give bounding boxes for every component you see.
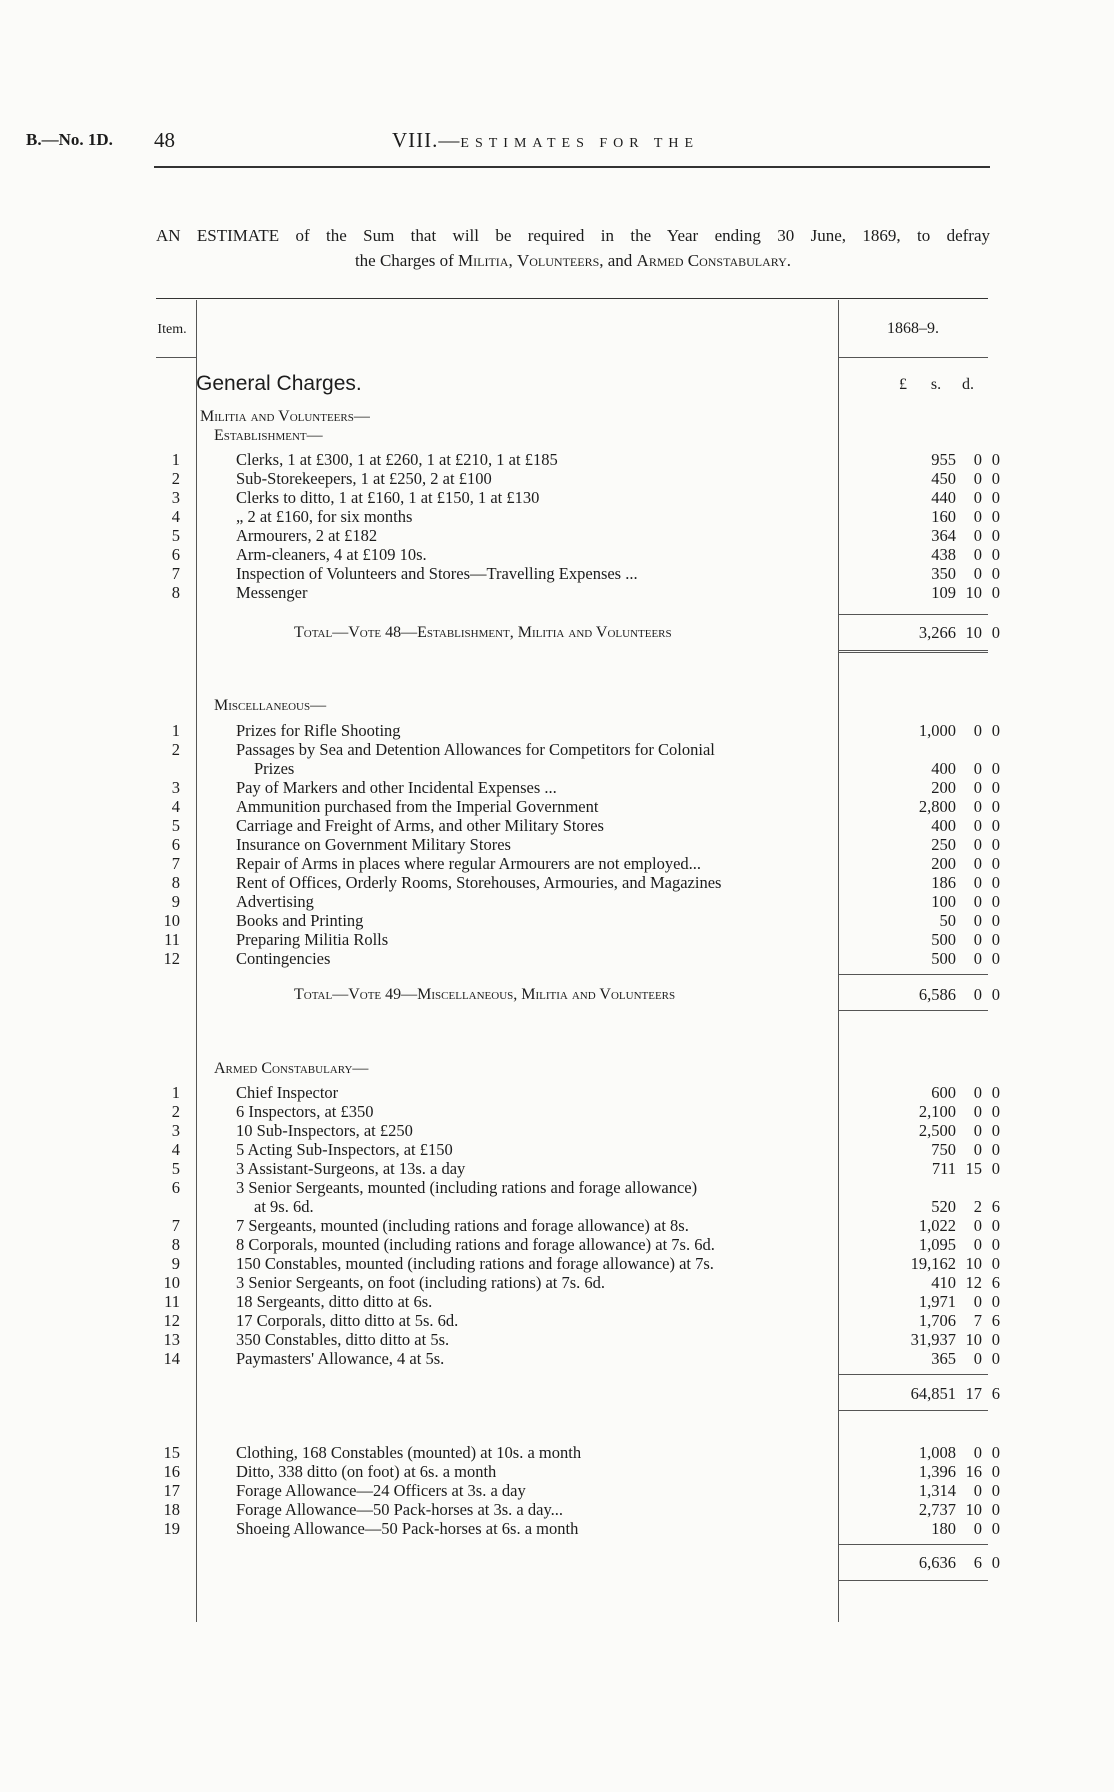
amount-shillings: 16 (965, 1462, 982, 1481)
amount-pounds: 750 (931, 1140, 956, 1159)
table-row (150, 1330, 1000, 1349)
amount-shillings: 0 (973, 1121, 982, 1140)
item-number: 4 (171, 507, 180, 526)
section-title: General Charges. (196, 372, 362, 395)
armed-heading: Armed Constabulary— (214, 1060, 369, 1077)
armed-subtotal-rule (838, 1374, 988, 1375)
table-row (150, 507, 1000, 526)
table-row (150, 835, 1000, 854)
item-number: 5 (171, 526, 180, 545)
misc-total-rule (838, 974, 988, 975)
item-description: 3 Senior Sergeants, on foot (including rations) at 7s. 6d. (236, 1273, 606, 1292)
amount-pounds: 1,000 (918, 721, 956, 740)
item-number: 1 (171, 1083, 180, 1102)
amount-pence: 0 (991, 1500, 1000, 1519)
amount-shillings: 0 (973, 949, 982, 968)
amount-shillings: 0 (973, 778, 982, 797)
item-description: Books and Printing (236, 911, 364, 930)
item-number: 12 (163, 1311, 180, 1330)
item-description: Chief Inspector (236, 1083, 339, 1102)
amount-shillings: 12 (965, 1273, 982, 1292)
year-header-rule (838, 357, 988, 358)
amount-pence: 0 (991, 583, 1000, 602)
amount-shillings: 0 (973, 721, 982, 740)
total-pounds: 6,586 (918, 985, 956, 1004)
item-number: 10 (163, 1273, 180, 1292)
amount-pence: 0 (991, 892, 1000, 911)
item-description: at 9s. 6d. (254, 1197, 314, 1216)
amount-pounds: 365 (931, 1349, 956, 1368)
amount-pounds: 50 (939, 911, 956, 930)
item-description: Clothing, 168 Constables (mounted) at 10s. a month (236, 1443, 582, 1462)
amount-shillings: 0 (973, 507, 982, 526)
militia-heading: Militia and Volunteers— (200, 408, 370, 425)
amount-pounds: 2,800 (918, 797, 956, 816)
clothing-subtotal-rule (838, 1544, 988, 1545)
item-description: Contingencies (236, 949, 331, 968)
item-number: 7 (171, 1216, 180, 1235)
item-number: 5 (171, 1159, 180, 1178)
amount-pounds: 109 (931, 583, 956, 602)
table-row (150, 564, 1000, 583)
amount-pence: 0 (991, 797, 1000, 816)
amount-shillings: 0 (973, 1102, 982, 1121)
amount-shillings: 0 (973, 835, 982, 854)
item-description: 3 Senior Sergeants, mounted (including rations and forage allowance) (236, 1178, 698, 1197)
item-number: 3 (171, 488, 180, 507)
pounds-header: £ (899, 376, 907, 393)
table-row (150, 450, 1000, 469)
shillings-header: s. (930, 376, 942, 393)
item-number: 2 (171, 1102, 180, 1121)
item-description: Prizes (254, 759, 295, 778)
item-number: 7 (171, 564, 180, 583)
amount-pence: 6 (991, 1197, 1000, 1216)
item-number: 8 (171, 873, 180, 892)
amount-pence: 0 (991, 854, 1000, 873)
item-description: Paymasters' Allowance, 4 at 5s. (236, 1349, 445, 1368)
amount-shillings: 7 (973, 1311, 982, 1330)
item-description: Preparing Militia Rolls (236, 930, 389, 949)
item-description: Insurance on Government Military Stores (236, 835, 511, 854)
amount-shillings: 0 (973, 488, 982, 507)
amount-shillings: 0 (973, 1443, 982, 1462)
amount-shillings: 2 (973, 1197, 982, 1216)
item-description: Sub-Storekeepers, 1 at £250, 2 at £100 (236, 469, 492, 488)
table-row (150, 583, 1000, 602)
amount-pence: 0 (991, 759, 1000, 778)
misc-total-bottom-rule (838, 1010, 988, 1011)
amount-pence: 0 (991, 1083, 1000, 1102)
item-number: 3 (171, 778, 180, 797)
amount-shillings: 0 (973, 816, 982, 835)
item-description: Rent of Offices, Orderly Rooms, Storehouses, Armouries, and Magazines (236, 873, 722, 892)
item-number: 5 (171, 816, 180, 835)
item-description: 150 Constables, mounted (including rations and forage allowance) at 7s. (236, 1254, 714, 1273)
item-description: Inspection of Volunteers and Stores—Travelling Expenses ... (236, 564, 638, 583)
armed-subtotal-bottom-rule (838, 1410, 988, 1411)
amount-pounds: 520 (931, 1197, 956, 1216)
total-rule (838, 614, 988, 615)
item-description: Ammunition purchased from the Imperial Government (236, 797, 599, 816)
amount-shillings: 10 (965, 1254, 982, 1273)
amount-pounds: 350 (931, 564, 956, 583)
amount-pence: 0 (991, 930, 1000, 949)
amount-pence: 0 (991, 816, 1000, 835)
amount-pounds: 1,008 (918, 1443, 956, 1462)
table-row (150, 797, 1000, 816)
amount-pence: 0 (991, 1140, 1000, 1159)
amount-pence: 0 (991, 450, 1000, 469)
item-description: 8 Corporals, mounted (including rations and forage allowance) at 7s. 6d. (236, 1235, 715, 1254)
amount-shillings: 0 (973, 759, 982, 778)
item-description: Shoeing Allowance—50 Pack-horses at 6s. a month (236, 1519, 579, 1538)
amount-pounds: 180 (931, 1519, 956, 1538)
amount-pence: 0 (991, 488, 1000, 507)
item-description: Clerks to ditto, 1 at £160, 1 at £150, 1 at £130 (236, 488, 540, 507)
amount-pence: 0 (991, 949, 1000, 968)
amount-shillings: 0 (973, 469, 982, 488)
amount-pence: 0 (991, 1443, 1000, 1462)
table-row (150, 469, 1000, 488)
item-description: 5 Acting Sub-Inspectors, at £150 (236, 1140, 453, 1159)
item-description: 17 Corporals, ditto ditto at 5s. 6d. (236, 1311, 459, 1330)
item-description: Messenger (236, 583, 308, 602)
amount-pence: 0 (991, 526, 1000, 545)
table-row (150, 911, 1000, 930)
amount-pence: 0 (991, 873, 1000, 892)
table-row (150, 1121, 1000, 1140)
item-number: 12 (163, 949, 180, 968)
amount-pounds: 2,500 (918, 1121, 956, 1140)
table-row (150, 1159, 1000, 1178)
amount-pounds: 500 (931, 949, 956, 968)
amount-shillings: 0 (973, 873, 982, 892)
amount-pence: 0 (991, 1349, 1000, 1368)
item-description: 6 Inspectors, at £350 (236, 1102, 374, 1121)
table-row (150, 778, 1000, 797)
item-number: 15 (163, 1443, 180, 1462)
item-description: Repair of Arms in places where regular Armourers are not employed... (236, 854, 702, 873)
amount-pence: 0 (991, 1462, 1000, 1481)
intro-and: and (607, 251, 633, 270)
item-number: 17 (163, 1481, 180, 1500)
amount-pounds: 500 (931, 930, 956, 949)
total-row (150, 985, 1000, 1004)
amount-shillings: 0 (973, 1140, 982, 1159)
amount-pounds: 1,314 (918, 1481, 956, 1500)
intro-volunteers: Volunteers, (516, 251, 604, 270)
table-row (150, 1500, 1000, 1519)
table-row (150, 759, 1000, 778)
item-description: 350 Constables, ditto ditto at 5s. (236, 1330, 450, 1349)
amount-pounds: 440 (931, 488, 956, 507)
amount-pence: 0 (991, 1121, 1000, 1140)
amount-pounds: 1,706 (918, 1311, 956, 1330)
amount-pounds: 200 (931, 854, 956, 873)
intro-line-2 (156, 251, 990, 271)
table-row (150, 1481, 1000, 1500)
item-description: Passages by Sea and Detention Allowances for Competitors for Colonial (236, 740, 715, 759)
table-row (150, 949, 1000, 968)
amount-pence: 0 (991, 1519, 1000, 1538)
subtotal-pence: 6 (991, 1384, 1000, 1403)
table-row (150, 1216, 1000, 1235)
item-number: 9 (171, 892, 180, 911)
item-number: 3 (171, 1121, 180, 1140)
amount-shillings: 0 (973, 1349, 982, 1368)
item-description: Forage Allowance—24 Officers at 3s. a day (236, 1481, 526, 1500)
amount-shillings: 0 (973, 892, 982, 911)
total-shillings: 0 (973, 985, 982, 1004)
intro-line-1: AN ESTIMATE of the Sum that will be required in the Year ending 30 June, 1869, to defray (156, 226, 990, 245)
amount-pence: 0 (991, 545, 1000, 564)
table-row (150, 854, 1000, 873)
amount-pence: 0 (991, 721, 1000, 740)
amount-pounds: 31,937 (910, 1330, 956, 1349)
amount-pounds: 186 (931, 873, 956, 892)
amount-pence: 0 (991, 507, 1000, 526)
amount-pence: 0 (991, 1481, 1000, 1500)
table-row (150, 721, 1000, 740)
pence-header: d. (962, 376, 974, 393)
item-number: 11 (164, 930, 180, 949)
item-description: 3 Assistant-Surgeons, at 13s. a day (236, 1159, 466, 1178)
amount-pence: 0 (991, 1235, 1000, 1254)
amount-pence: 0 (991, 1102, 1000, 1121)
table-row (150, 1443, 1000, 1462)
currency-header (888, 376, 982, 394)
subtotal-row (150, 1384, 1000, 1403)
total-double-rule (838, 650, 988, 653)
amount-pounds: 1,396 (918, 1462, 956, 1481)
amount-pounds: 19,162 (910, 1254, 956, 1273)
amount-shillings: 0 (973, 930, 982, 949)
subtotal-pence: 0 (991, 1553, 1000, 1572)
amount-pence: 0 (991, 1330, 1000, 1349)
amount-shillings: 0 (973, 797, 982, 816)
table-row (150, 526, 1000, 545)
subtotal-pounds: 6,636 (918, 1553, 956, 1572)
item-number: 2 (171, 740, 180, 759)
amount-shillings: 10 (965, 583, 982, 602)
amount-pounds: 711 (931, 1159, 956, 1178)
item-number: 13 (163, 1330, 180, 1349)
amount-pounds: 410 (931, 1273, 956, 1292)
item-number: 9 (171, 1254, 180, 1273)
amount-pounds: 2,737 (918, 1500, 956, 1519)
item-number: 6 (171, 835, 180, 854)
table-row (150, 873, 1000, 892)
amount-shillings: 0 (973, 1235, 982, 1254)
title-lead: VIII.— (392, 128, 461, 152)
amount-shillings: 0 (973, 564, 982, 583)
item-number: 2 (171, 469, 180, 488)
amount-pence: 0 (991, 1254, 1000, 1273)
item-description: Prizes for Rifle Shooting (236, 721, 401, 740)
establishment-heading: Establishment— (214, 427, 323, 444)
table-row (150, 1349, 1000, 1368)
intro-militia: Militia, (458, 251, 513, 270)
amount-shillings: 0 (973, 911, 982, 930)
item-number: 6 (171, 545, 180, 564)
table-row (150, 1102, 1000, 1121)
amount-pounds: 400 (931, 816, 956, 835)
amount-shillings: 0 (973, 1216, 982, 1235)
table-row (150, 1462, 1000, 1481)
amount-shillings: 0 (973, 1481, 982, 1500)
item-description: Arm-cleaners, 4 at £109 10s. (236, 545, 427, 564)
document-reference: B.—No. 1D. (26, 130, 113, 149)
item-description: 10 Sub-Inspectors, at £250 (236, 1121, 413, 1140)
item-number: 11 (164, 1292, 180, 1311)
intro-armed: Armed Constabulary. (636, 251, 792, 270)
total-shillings: 10 (965, 623, 982, 642)
table-row (150, 545, 1000, 564)
item-number: 14 (163, 1349, 180, 1368)
amount-pence: 0 (991, 1159, 1000, 1178)
amount-pounds: 364 (931, 526, 956, 545)
amount-pounds: 1,095 (918, 1235, 956, 1254)
amount-pence: 0 (991, 778, 1000, 797)
page-number: 48 (154, 128, 175, 152)
table-row (150, 930, 1000, 949)
amount-shillings: 0 (973, 1519, 982, 1538)
amount-pounds: 600 (931, 1083, 956, 1102)
amount-shillings: 15 (965, 1159, 982, 1178)
table-row (150, 488, 1000, 507)
table-top-rule (156, 298, 988, 299)
clothing-subtotal-bottom-rule (838, 1580, 988, 1581)
amount-pence: 6 (991, 1311, 1000, 1330)
amount-pence: 0 (991, 469, 1000, 488)
item-number: 16 (163, 1462, 180, 1481)
amount-pence: 0 (991, 564, 1000, 583)
year-column-header: 1868–9. (887, 320, 939, 337)
amount-pence: 6 (991, 1273, 1000, 1292)
amount-shillings: 0 (973, 1083, 982, 1102)
subtotal-shillings: 17 (965, 1384, 982, 1403)
total-row (150, 623, 1000, 642)
total-label: Total—Vote 49—Miscellaneous, Militia and Volunteers (294, 986, 676, 1003)
intro-prefix: the Charges of (354, 251, 454, 270)
table-row (150, 1292, 1000, 1311)
table-row (150, 1197, 1000, 1216)
amount-shillings: 0 (973, 450, 982, 469)
item-description: „ 2 at £160, for six months (236, 507, 413, 526)
item-number: 10 (163, 911, 180, 930)
item-description: Armourers, 2 at £182 (236, 526, 378, 545)
item-number: 6 (171, 1178, 180, 1197)
amount-pounds: 200 (931, 778, 956, 797)
amount-pounds: 438 (931, 545, 956, 564)
amount-pence: 0 (991, 835, 1000, 854)
subtotal-row (150, 1553, 1000, 1572)
amount-pence: 0 (991, 911, 1000, 930)
item-column-header: Item. (157, 322, 187, 337)
amount-shillings: 10 (965, 1500, 982, 1519)
item-number: 4 (171, 1140, 180, 1159)
item-number: 1 (171, 450, 180, 469)
item-description: Ditto, 338 ditto (on foot) at 6s. a month (236, 1462, 497, 1481)
header-rule (154, 166, 990, 168)
amount-shillings: 0 (973, 545, 982, 564)
amount-pounds: 955 (931, 450, 956, 469)
table-row (150, 740, 990, 759)
total-pence: 0 (991, 985, 1000, 1004)
item-number: 1 (171, 721, 180, 740)
amount-shillings: 0 (973, 1292, 982, 1311)
subtotal-pounds: 64,851 (910, 1384, 956, 1403)
table-row (150, 1083, 1000, 1102)
total-pence: 0 (991, 623, 1000, 642)
amount-pence: 0 (991, 1216, 1000, 1235)
item-number: 8 (171, 1235, 180, 1254)
amount-pounds: 1,022 (918, 1216, 956, 1235)
amount-shillings: 0 (973, 526, 982, 545)
item-number: 18 (163, 1500, 180, 1519)
item-description: Carriage and Freight of Arms, and other Military Stores (236, 816, 604, 835)
table-row (150, 1519, 1000, 1538)
title-spaced: ESTIMATES FOR THE (460, 136, 700, 151)
item-description: Clerks, 1 at £300, 1 at £260, 1 at £210, 1 at £185 (236, 450, 558, 469)
item-description: Pay of Markers and other Incidental Expenses ... (236, 778, 557, 797)
amount-pounds: 1,971 (918, 1292, 956, 1311)
amount-shillings: 0 (973, 854, 982, 873)
table-row (150, 892, 1000, 911)
amount-shillings: 10 (965, 1330, 982, 1349)
amount-pounds: 100 (931, 892, 956, 911)
total-pounds: 3,266 (918, 623, 956, 642)
total-label: Total—Vote 48—Establishment, Militia and Volunteers (294, 624, 672, 641)
item-description: Advertising (236, 892, 314, 911)
page-title (392, 128, 699, 153)
item-description: 7 Sergeants, mounted (including rations and forage allowance) at 8s. (236, 1216, 689, 1235)
item-number: 19 (163, 1519, 180, 1538)
misc-heading: Miscellaneous— (214, 697, 327, 714)
amount-pounds: 250 (931, 835, 956, 854)
table-row (150, 1311, 1000, 1330)
table-row (150, 1273, 1000, 1292)
amount-pounds: 400 (931, 759, 956, 778)
item-number: 4 (171, 797, 180, 816)
item-description: 18 Sergeants, ditto ditto at 6s. (236, 1292, 433, 1311)
subtotal-shillings: 6 (973, 1553, 982, 1572)
item-description: Forage Allowance—50 Pack-horses at 3s. a day... (236, 1500, 564, 1519)
amount-pounds: 2,100 (918, 1102, 956, 1121)
table-row (150, 1235, 1000, 1254)
table-row (150, 1254, 1000, 1273)
item-number: 8 (171, 583, 180, 602)
amount-pence: 0 (991, 1292, 1000, 1311)
table-row (150, 1140, 1000, 1159)
amount-pounds: 450 (931, 469, 956, 488)
amount-pounds: 160 (931, 507, 956, 526)
item-header-rule (156, 357, 196, 358)
table-row (150, 1178, 990, 1197)
item-number: 7 (171, 854, 180, 873)
table-row (150, 816, 1000, 835)
